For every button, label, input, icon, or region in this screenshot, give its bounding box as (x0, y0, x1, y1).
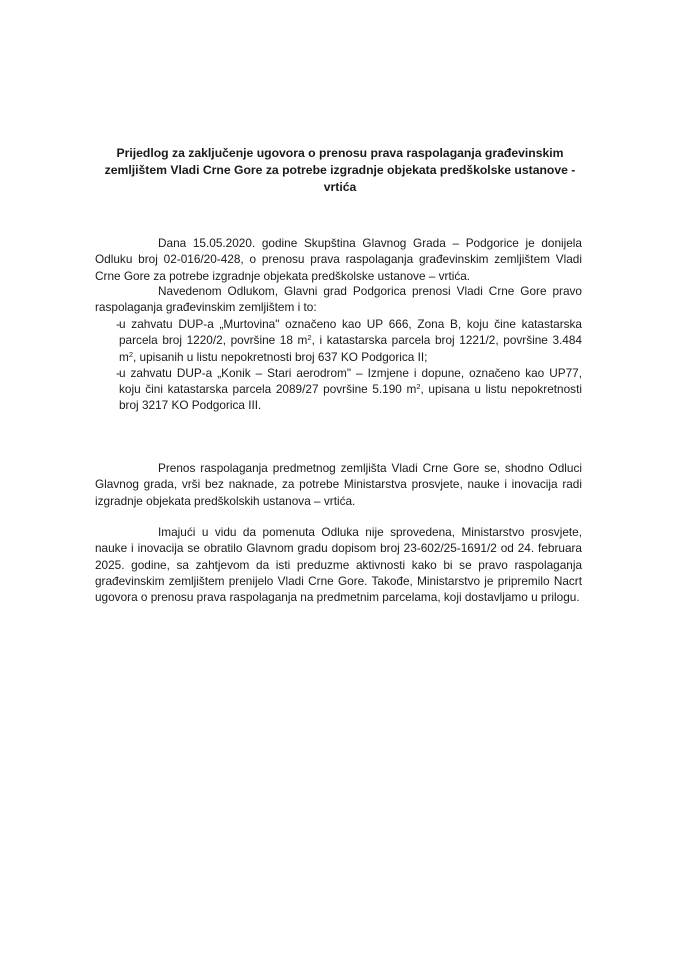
bullet-1-part-3: , upisanih u listu nepokretnosti broj 637 KO Podgorica II; (133, 349, 428, 364)
bullet-1-part-2: , i katastarska parcela broj 1221/2, površine 3.484 m (119, 333, 582, 364)
list-item (95, 365, 582, 414)
paragraph-4-text: Imajući u vidu da pomenuta Odluka nije sprovedena, Ministarstvo prosvjete, nauke i inovacija se obratilo Glavnom gradu dopisom broj 23-602/25-1691/2 od 24. februara 2025. godine, sa zahtjevom da isti preduzme aktivnosti kako bi se pravo raspolaganja građevinskim zemljištem prenijelo Vladi Crne Gore. Takođe, Ministarstvo je pripremilo Nacrt ugovora o prenosu prava raspolaganja na predmetnim parcelama, koji dostavljamo u prilogu. (95, 525, 582, 605)
paragraph-decision-date (95, 235, 582, 284)
paragraph-2-text: Navedenom Odlukom, Glavni grad Podgorica prenosi Vladi Crne Gore pravo raspolaganja građevinskim zemljištem i to: (95, 284, 582, 315)
bullet-dash: - (116, 317, 120, 331)
bullet-dash: - (116, 365, 120, 380)
superscript: 2 (128, 349, 133, 359)
paragraph-1-text: Dana 15.05.2020. godine Skupština Glavnog Grada – Podgorice je donijela Odluku broj 02-016/20-428, o prenosu prava raspolaganja građevinskim zemljištem Vladi Crne Gore za potrebe izgradnje objekata predškolske ustanove – vrtića. (95, 236, 582, 283)
superscript: 2 (416, 382, 421, 392)
bullet-2-part-1: u zahvatu DUP-a „Konik – Stari aerodrom" – Izmjene i dopune, označeno kao UP77, koju čini katastarska parcela 2089/27 površine 5.190 m (119, 365, 582, 397)
bullet-2-part-2: , upisana u listu nepokretnosti broj 3217 KO Podgorica III. (119, 382, 582, 413)
paragraph-ministry-request (95, 524, 582, 605)
paragraph-transfer-terms (95, 460, 582, 509)
parcel-list (95, 316, 582, 414)
paragraph-3-text: Prenos raspolaganja predmetnog zemljišta Vladi Crne Gore se, shodno Odluci Glavnog grada, vrši bez naknade, za potrebe Ministarstva prosvjete, nauke i inovacija radi izgradnje objekata predškolskih ustanova – vrtića. (95, 461, 582, 508)
list-item-text (119, 365, 582, 414)
list-item-text (119, 316, 582, 365)
document-title: Prijedlog za zaključenje ugovora o prenosu prava raspolaganja građevinskim zemljištem Vladi Crne Gore za potrebe izgradnje objekata predškolske ustanove - vrtića (104, 146, 576, 194)
superscript: 2 (307, 333, 312, 343)
list-item (95, 316, 582, 365)
paragraph-transfer-intro (95, 283, 582, 316)
bullet-1-part-1: u zahvatu DUP-a „Murtovina" označeno kao UP 666, Zona B, koju čine katastarska parcela broj 1220/2, površine 18 m (119, 317, 582, 348)
